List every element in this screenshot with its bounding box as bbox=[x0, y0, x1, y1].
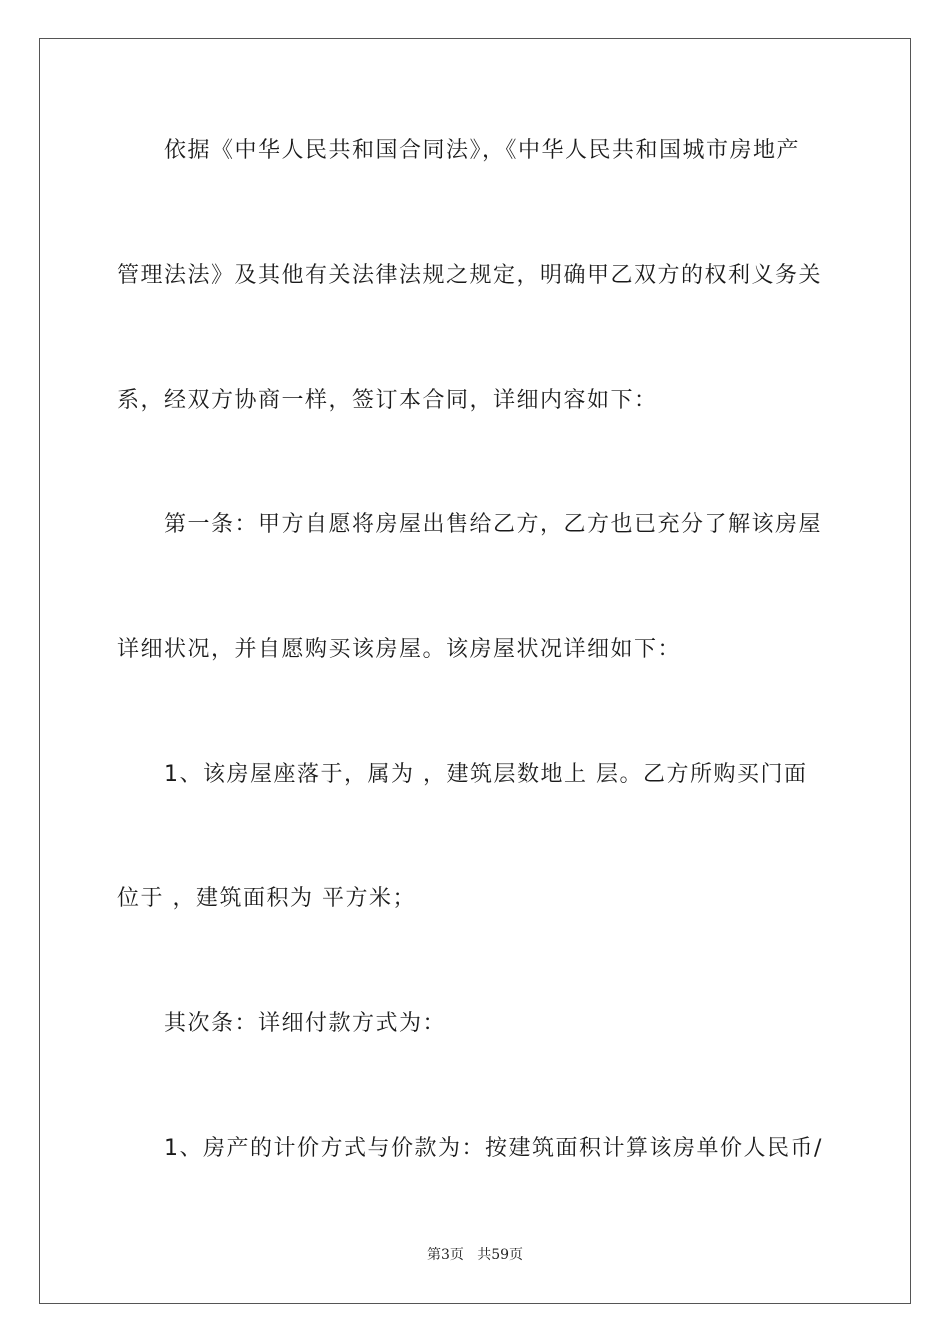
paragraph-line: 依据《中华人民共和国合同法》，《中华人民共和国城市房地产 bbox=[164, 138, 801, 163]
paragraph-line: 1、该房屋座落于，属为 ，建筑层数地上 层。乙方所购买门面 bbox=[164, 762, 808, 787]
paragraph-line: 系，经双方协商一样，签订本合同，详细内容如下： bbox=[117, 388, 658, 413]
paragraph-line: 管理法法》及其他有关法律法规之规定，明确甲乙双方的权利义务关 bbox=[117, 263, 823, 288]
paragraph-line: 位于 ，建筑面积为 平方米； bbox=[117, 886, 416, 911]
paragraph-line: 其次条：详细付款方式为： bbox=[164, 1011, 447, 1036]
paragraph-line: 第一条：甲方自愿将房屋出售给乙方，乙方也已充分了解该房屋 bbox=[164, 512, 823, 537]
page-border bbox=[39, 38, 911, 1304]
page-number-footer: 第3页 共59页 bbox=[426, 1247, 524, 1263]
paragraph-line: 1、房产的计价方式与价款为：按建筑面积计算该房单价人民币/ bbox=[164, 1136, 823, 1161]
paragraph-line: 详细状况，并自愿购买该房屋。该房屋状况详细如下： bbox=[117, 637, 682, 662]
